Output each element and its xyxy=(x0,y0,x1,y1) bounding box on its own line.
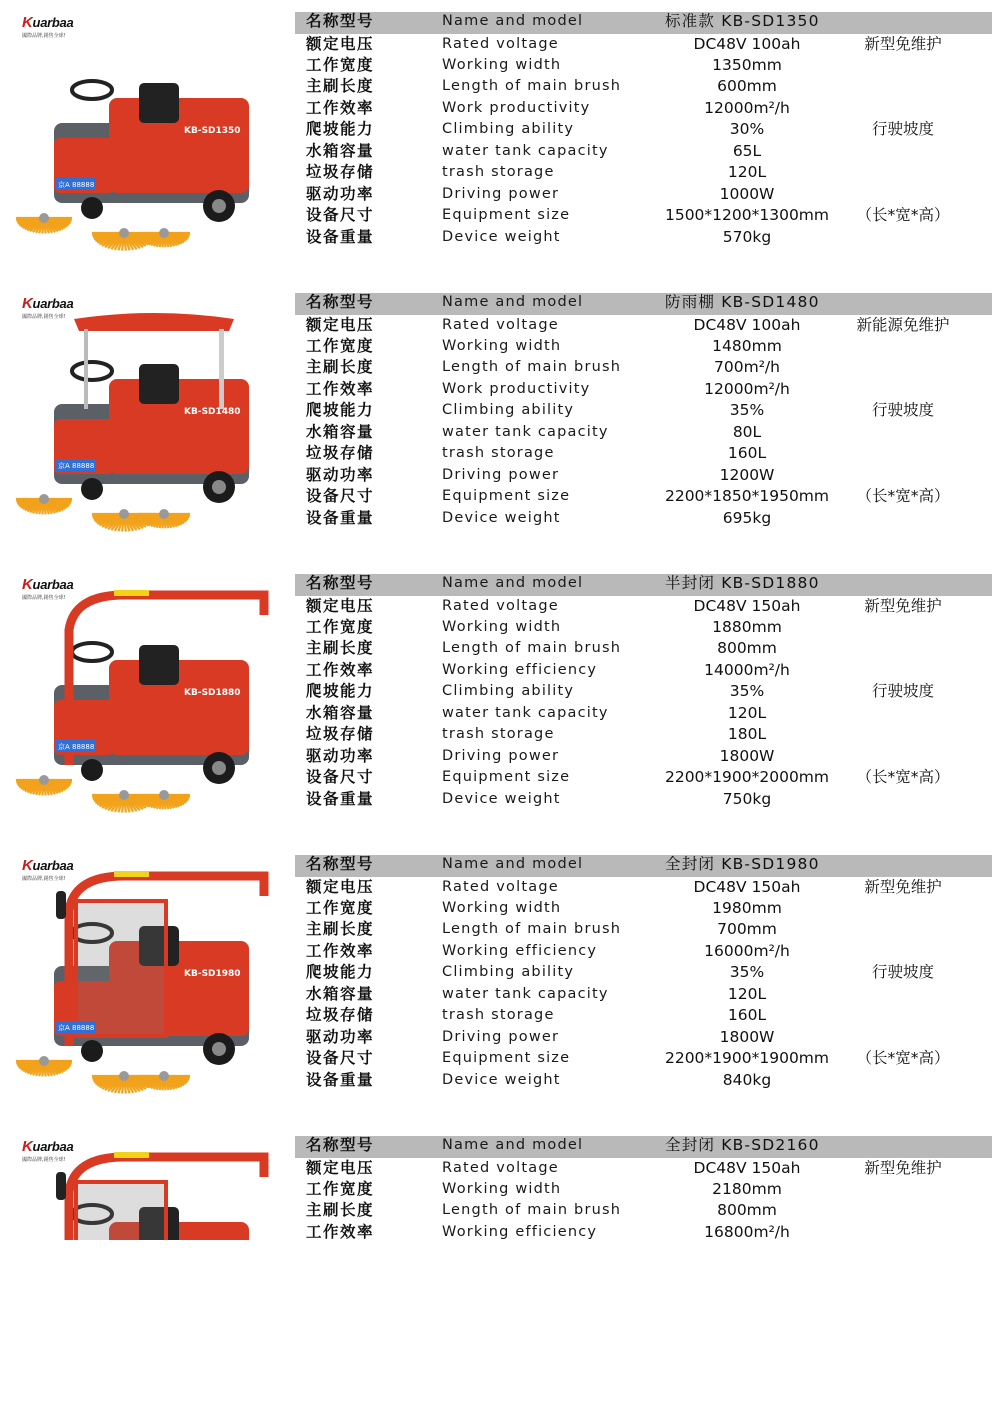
spec-value: 2200*1900*1900mm xyxy=(664,1049,830,1067)
spec-value: 1500*1200*1300mm xyxy=(664,206,830,224)
spec-row xyxy=(0,227,1000,248)
spec-row xyxy=(0,724,1000,745)
spec-label-cn: 额定电压 xyxy=(306,878,375,896)
spec-label-cn: 主刷长度 xyxy=(306,358,375,376)
spec-label-cn: 工作效率 xyxy=(306,661,375,679)
brand-tagline: 國際品牌,銷售全球! xyxy=(22,876,66,882)
spec-label-cn: 垃圾存储 xyxy=(306,725,375,743)
spec-note: （长*宽*高） xyxy=(856,487,950,505)
spec-label-cn: 工作效率 xyxy=(306,99,375,117)
spec-label-en: Device weight xyxy=(442,229,561,245)
model-name: 半封闭 KB-SD1880 xyxy=(665,574,820,592)
spec-label-cn: 工作宽度 xyxy=(306,56,375,74)
machine-model-label: KB-SD1350 xyxy=(184,126,241,136)
spec-row xyxy=(0,357,1000,378)
spec-note: 行驶坡度 xyxy=(871,682,934,700)
spec-label-cn: 额定电压 xyxy=(306,597,375,615)
spec-value: 2200*1850*1950mm xyxy=(664,487,830,505)
spec-label-en: Working width xyxy=(442,57,562,73)
spec-label-en: Equipment size xyxy=(442,769,571,785)
spec-row xyxy=(0,162,1000,183)
spec-label-en: Working efficiency xyxy=(442,1224,598,1240)
spec-header-row xyxy=(0,573,1000,594)
spec-label-en: Driving power xyxy=(442,467,560,483)
spec-row xyxy=(0,941,1000,962)
spec-label-cn: 工作宽度 xyxy=(306,899,375,917)
spec-row xyxy=(0,1158,1000,1179)
spec-label-en: Climbing ability xyxy=(442,402,575,418)
spec-label-cn: 水箱容量 xyxy=(306,142,375,160)
spec-row xyxy=(0,1027,1000,1048)
spec-label-cn: 主刷长度 xyxy=(306,77,375,95)
brand-tagline: 國際品牌,銷售全球! xyxy=(22,595,66,601)
spec-value: 700m²/h xyxy=(714,358,780,376)
spec-label-en: Working width xyxy=(442,900,562,916)
spec-note: 行驶坡度 xyxy=(871,963,934,981)
spec-value: 35% xyxy=(729,401,765,419)
spec-label-en: Device weight xyxy=(442,510,561,526)
spec-value: 1200W xyxy=(719,466,775,484)
spec-label-en: water tank capacity xyxy=(442,143,609,159)
spec-row xyxy=(0,898,1000,919)
spec-label-en: trash storage xyxy=(442,1007,555,1023)
brand-name: Kuarbaa xyxy=(22,295,74,312)
spec-note: 新型免维护 xyxy=(864,597,942,615)
spec-label-cn: 设备重量 xyxy=(306,228,375,246)
spec-label-en: Device weight xyxy=(442,791,561,807)
spec-value: 65L xyxy=(732,142,762,160)
spec-row xyxy=(0,746,1000,767)
spec-row xyxy=(0,596,1000,617)
spec-label-cn: 工作宽度 xyxy=(306,337,375,355)
spec-note: （长*宽*高） xyxy=(856,768,950,786)
spec-label-en: Device weight xyxy=(442,1072,561,1088)
spec-row xyxy=(0,877,1000,898)
spec-value: 800mm xyxy=(717,639,777,657)
spec-label-cn: 设备尺寸 xyxy=(306,1049,375,1067)
spec-label-en: Working width xyxy=(442,338,562,354)
spec-label-en: Climbing ability xyxy=(442,121,575,137)
spec-label-cn: 爬坡能力 xyxy=(306,401,375,419)
brand-name: Kuarbaa xyxy=(22,14,74,31)
spec-value: DC48V 150ah xyxy=(693,597,801,615)
spec-header-row xyxy=(0,11,1000,32)
spec-label-cn: 爬坡能力 xyxy=(306,682,375,700)
spec-row xyxy=(0,767,1000,788)
spec-value: 1800W xyxy=(719,1028,775,1046)
spec-header-row xyxy=(0,1135,1000,1156)
spec-label-en: Name and model xyxy=(442,13,584,29)
spec-value: 700mm xyxy=(717,920,777,938)
machine-model-label: KB-SD1480 xyxy=(184,407,241,417)
spec-label-en: Length of main brush xyxy=(442,921,622,937)
spec-label-cn: 名称型号 xyxy=(306,1136,375,1154)
brand-tagline: 國際品牌,銷售全球! xyxy=(22,33,66,39)
spec-row xyxy=(0,205,1000,226)
spec-label-cn: 额定电压 xyxy=(306,1159,375,1177)
spec-label-en: Working width xyxy=(442,1181,562,1197)
spec-note: 新型免维护 xyxy=(864,1159,942,1177)
spec-row xyxy=(0,400,1000,421)
license-plate: 京A 88888 xyxy=(58,462,95,470)
spec-value: 1350mm xyxy=(712,56,782,74)
spec-label-cn: 工作宽度 xyxy=(306,618,375,636)
spec-label-cn: 垃圾存储 xyxy=(306,163,375,181)
brand-tagline: 國際品牌,銷售全球! xyxy=(22,314,66,320)
spec-label-en: Rated voltage xyxy=(442,36,559,52)
spec-label-cn: 主刷长度 xyxy=(306,639,375,657)
spec-label-en: Length of main brush xyxy=(442,640,622,656)
spec-label-cn: 名称型号 xyxy=(306,855,375,873)
spec-label-cn: 名称型号 xyxy=(306,293,375,311)
spec-label-cn: 设备尺寸 xyxy=(306,768,375,786)
spec-note: 新能源免维护 xyxy=(856,316,950,334)
spec-value: DC48V 150ah xyxy=(693,878,801,896)
spec-label-en: Driving power xyxy=(442,186,560,202)
spec-row xyxy=(0,681,1000,702)
spec-label-cn: 额定电压 xyxy=(306,316,375,334)
spec-row xyxy=(0,315,1000,336)
spec-row xyxy=(0,660,1000,681)
spec-value: 1980mm xyxy=(712,899,782,917)
spec-header-row xyxy=(0,854,1000,875)
spec-note: 新型免维护 xyxy=(864,878,942,896)
spec-label-cn: 爬坡能力 xyxy=(306,120,375,138)
spec-value: 160L xyxy=(727,1006,767,1024)
spec-label-en: Climbing ability xyxy=(442,964,575,980)
spec-label-cn: 驱动功率 xyxy=(306,185,375,203)
license-plate: 京A 88888 xyxy=(58,1024,95,1032)
spec-note: 行驶坡度 xyxy=(871,120,934,138)
spec-row xyxy=(0,379,1000,400)
brand-tagline: 國際品牌,銷售全球! xyxy=(22,1157,66,1163)
spec-row xyxy=(0,1179,1000,1200)
spec-label-en: Rated voltage xyxy=(442,1160,559,1176)
spec-label-en: Equipment size xyxy=(442,207,571,223)
spec-label-en: Length of main brush xyxy=(442,1202,622,1218)
spec-label-cn: 爬坡能力 xyxy=(306,963,375,981)
spec-row xyxy=(0,1048,1000,1069)
spec-label-cn: 设备重量 xyxy=(306,1071,375,1089)
spec-note: （长*宽*高） xyxy=(856,1049,950,1067)
spec-label-en: Equipment size xyxy=(442,1050,571,1066)
spec-row xyxy=(0,76,1000,97)
spec-value: 12000m²/h xyxy=(704,99,790,117)
spec-row xyxy=(0,1070,1000,1091)
spec-label-cn: 垃圾存储 xyxy=(306,1006,375,1024)
spec-label-en: Working efficiency xyxy=(442,943,598,959)
spec-value: 12000m²/h xyxy=(704,380,790,398)
spec-value: DC48V 150ah xyxy=(693,1159,801,1177)
spec-label-cn: 主刷长度 xyxy=(306,920,375,938)
spec-label-en: Rated voltage xyxy=(442,317,559,333)
spec-value: 120L xyxy=(727,704,767,722)
spec-label-cn: 水箱容量 xyxy=(306,985,375,1003)
spec-label-cn: 工作效率 xyxy=(306,942,375,960)
spec-value: 80L xyxy=(732,423,762,441)
spec-value: 120L xyxy=(727,163,767,181)
spec-label-en: Rated voltage xyxy=(442,598,559,614)
spec-label-cn: 垃圾存储 xyxy=(306,444,375,462)
spec-label-cn: 主刷长度 xyxy=(306,1201,375,1219)
spec-label-cn: 设备尺寸 xyxy=(306,487,375,505)
spec-value: 14000m²/h xyxy=(704,661,790,679)
spec-label-cn: 名称型号 xyxy=(306,574,375,592)
brand-name: Kuarbaa xyxy=(22,1138,74,1155)
spec-row xyxy=(0,119,1000,140)
product-block xyxy=(0,843,1000,1124)
spec-row xyxy=(0,1005,1000,1026)
spec-label-en: Work productivity xyxy=(442,381,591,397)
spec-header-row xyxy=(0,292,1000,313)
spec-label-cn: 驱动功率 xyxy=(306,466,375,484)
product-block xyxy=(0,1124,1000,1405)
spec-label-en: water tank capacity xyxy=(442,424,609,440)
product-block xyxy=(0,562,1000,843)
spec-row xyxy=(0,486,1000,507)
spec-label-cn: 名称型号 xyxy=(306,12,375,30)
machine-model-label: KB-SD1980 xyxy=(184,969,241,979)
spec-label-en: Name and model xyxy=(442,575,584,591)
spec-label-en: Driving power xyxy=(442,748,560,764)
spec-label-cn: 驱动功率 xyxy=(306,747,375,765)
spec-row xyxy=(0,98,1000,119)
license-plate: 京A 88888 xyxy=(58,181,95,189)
spec-value: 16000m²/h xyxy=(704,942,790,960)
brand-name: Kuarbaa xyxy=(22,576,74,593)
spec-label-en: Working width xyxy=(442,619,562,635)
spec-value: 1880mm xyxy=(712,618,782,636)
spec-value: DC48V 100ah xyxy=(693,35,801,53)
spec-value: 35% xyxy=(729,963,765,981)
spec-row xyxy=(0,789,1000,810)
spec-label-cn: 设备重量 xyxy=(306,509,375,527)
model-name: 全封闭 KB-SD1980 xyxy=(665,855,820,873)
spec-value: 2200*1900*2000mm xyxy=(664,768,830,786)
machine-model-label: KB-SD1880 xyxy=(184,688,241,698)
spec-value: DC48V 100ah xyxy=(693,316,801,334)
spec-row xyxy=(0,1200,1000,1221)
spec-row xyxy=(0,336,1000,357)
spec-value: 1800W xyxy=(719,747,775,765)
spec-value: 2180mm xyxy=(712,1180,782,1198)
spec-row xyxy=(0,184,1000,205)
spec-label-cn: 驱动功率 xyxy=(306,1028,375,1046)
spec-value: 750kg xyxy=(722,790,772,808)
spec-value: 1480mm xyxy=(712,337,782,355)
spec-label-cn: 水箱容量 xyxy=(306,423,375,441)
spec-label-cn: 工作宽度 xyxy=(306,1180,375,1198)
spec-value: 800mm xyxy=(717,1201,777,1219)
spec-label-cn: 工作效率 xyxy=(306,1223,375,1241)
spec-row xyxy=(0,141,1000,162)
model-name: 全封闭 KB-SD2160 xyxy=(665,1136,820,1154)
spec-note: （长*宽*高） xyxy=(856,206,950,224)
model-name: 标准款 KB-SD1350 xyxy=(665,12,820,30)
spec-value: 180L xyxy=(727,725,767,743)
spec-label-cn: 设备重量 xyxy=(306,790,375,808)
spec-label-en: Name and model xyxy=(442,294,584,310)
spec-label-cn: 水箱容量 xyxy=(306,704,375,722)
spec-row xyxy=(0,617,1000,638)
spec-label-en: Name and model xyxy=(442,856,584,872)
spec-label-cn: 工作效率 xyxy=(306,380,375,398)
spec-label-en: Equipment size xyxy=(442,488,571,504)
spec-label-en: Length of main brush xyxy=(442,78,622,94)
spec-label-en: water tank capacity xyxy=(442,986,609,1002)
spec-row xyxy=(0,422,1000,443)
spec-row xyxy=(0,465,1000,486)
brand-name: Kuarbaa xyxy=(22,857,74,874)
spec-label-en: trash storage xyxy=(442,164,555,180)
spec-label-cn: 额定电压 xyxy=(306,35,375,53)
spec-label-en: Climbing ability xyxy=(442,683,575,699)
spec-row xyxy=(0,919,1000,940)
spec-label-en: Driving power xyxy=(442,1029,560,1045)
spec-label-cn: 设备尺寸 xyxy=(306,206,375,224)
spec-value: 35% xyxy=(729,682,765,700)
spec-label-en: trash storage xyxy=(442,445,555,461)
spec-label-en: trash storage xyxy=(442,726,555,742)
spec-value: 16800m²/h xyxy=(704,1223,790,1241)
spec-row xyxy=(0,703,1000,724)
spec-row xyxy=(0,962,1000,983)
spec-value: 600mm xyxy=(717,77,777,95)
spec-label-en: Length of main brush xyxy=(442,359,622,375)
product-block xyxy=(0,281,1000,562)
spec-label-en: Work productivity xyxy=(442,100,591,116)
model-name: 防雨棚 KB-SD1480 xyxy=(665,293,820,311)
spec-value: 120L xyxy=(727,985,767,1003)
spec-note: 新型免维护 xyxy=(864,35,942,53)
product-block xyxy=(0,0,1000,281)
spec-row xyxy=(0,984,1000,1005)
spec-value: 1000W xyxy=(719,185,775,203)
spec-row xyxy=(0,508,1000,529)
spec-note: 行驶坡度 xyxy=(871,401,934,419)
spec-row xyxy=(0,55,1000,76)
spec-value: 30% xyxy=(729,120,765,138)
spec-label-en: water tank capacity xyxy=(442,705,609,721)
spec-value: 840kg xyxy=(722,1071,772,1089)
spec-label-en: Working efficiency xyxy=(442,662,598,678)
spec-row xyxy=(0,443,1000,464)
spec-row xyxy=(0,34,1000,55)
spec-value: 570kg xyxy=(722,228,772,246)
license-plate: 京A 88888 xyxy=(58,743,95,751)
spec-value: 695kg xyxy=(722,509,772,527)
spec-value: 160L xyxy=(727,444,767,462)
spec-label-en: Name and model xyxy=(442,1137,584,1153)
spec-label-en: Rated voltage xyxy=(442,879,559,895)
spec-row xyxy=(0,638,1000,659)
